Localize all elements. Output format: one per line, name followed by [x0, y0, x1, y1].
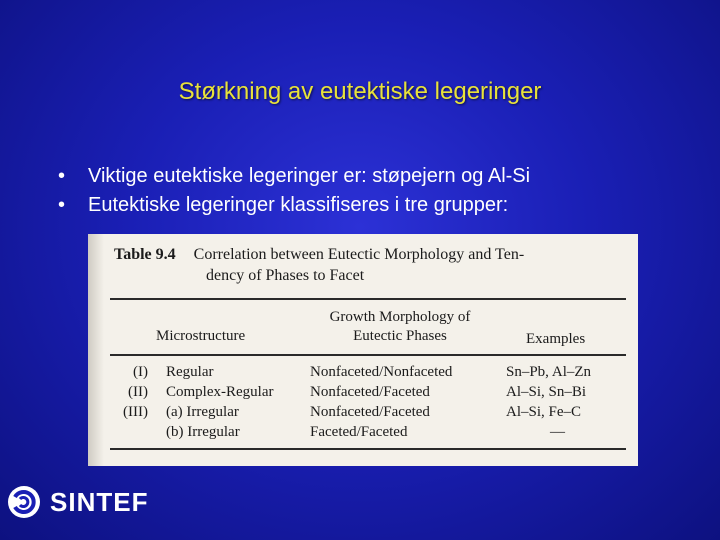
bullet-item: [58, 162, 530, 191]
sintef-wordmark: SINTEF: [50, 487, 149, 517]
row-roman-2: (II): [128, 384, 148, 400]
sintef-logo: [6, 484, 196, 520]
header-examples: Examples: [526, 331, 586, 347]
table-number: 9.4: [155, 246, 176, 263]
row-growth-3: Nonfaceted/Faceted: [310, 404, 430, 420]
bullet-text: Viktige eutektiske legeringer er: støpejern og Al-Si: [88, 165, 531, 187]
page-bleed-edge: [88, 234, 104, 466]
header-growth-morphology: [310, 308, 490, 346]
row-examples-2: Al–Si, Sn–Bi: [506, 384, 587, 400]
row-micro-4: (b) Irregular: [166, 424, 240, 440]
bullet-item: [58, 191, 530, 220]
table-caption: [114, 244, 624, 286]
row-growth-2: Nonfaceted/Faceted: [310, 384, 430, 400]
slide-title: Størkning av eutektiske legeringer: [178, 78, 542, 105]
row-growth-1: Nonfaceted/Nonfaceted: [310, 364, 453, 380]
bullet-list: [58, 162, 530, 220]
table-scan-image: [88, 234, 638, 466]
row-roman-1: (I): [133, 364, 148, 380]
header-microstructure: Microstructure: [156, 328, 246, 344]
header-rule: [110, 354, 626, 356]
header-growth-line-1: Growth Morphology of: [329, 309, 471, 325]
bullet-text: Eutektiske legeringer klassifiseres i tre grupper:: [88, 194, 509, 216]
row-micro-1: Regular: [166, 364, 214, 380]
bullet-marker: •: [58, 194, 66, 216]
bullet-marker: •: [58, 165, 66, 187]
caption-line-2: dency of Phases to Facet: [206, 267, 365, 284]
row-micro-3: (a) Irregular: [166, 404, 239, 420]
row-examples-4: —: [550, 424, 565, 440]
row-examples-1: Sn–Pb, Al–Zn: [506, 364, 592, 380]
header-growth-line-2: Eutectic Phases: [353, 328, 447, 344]
top-rule: [110, 298, 626, 300]
table-label: Table: [114, 246, 152, 263]
caption-line-1: Correlation between Eutectic Morphology and Ten-: [193, 246, 525, 263]
row-growth-4: Faceted/Faceted: [310, 424, 408, 440]
row-micro-2: Complex-Regular: [166, 384, 274, 400]
bottom-rule: [110, 448, 626, 450]
row-examples-3: Al–Si, Fe–C: [506, 404, 582, 420]
row-roman-3: (III): [123, 404, 148, 420]
